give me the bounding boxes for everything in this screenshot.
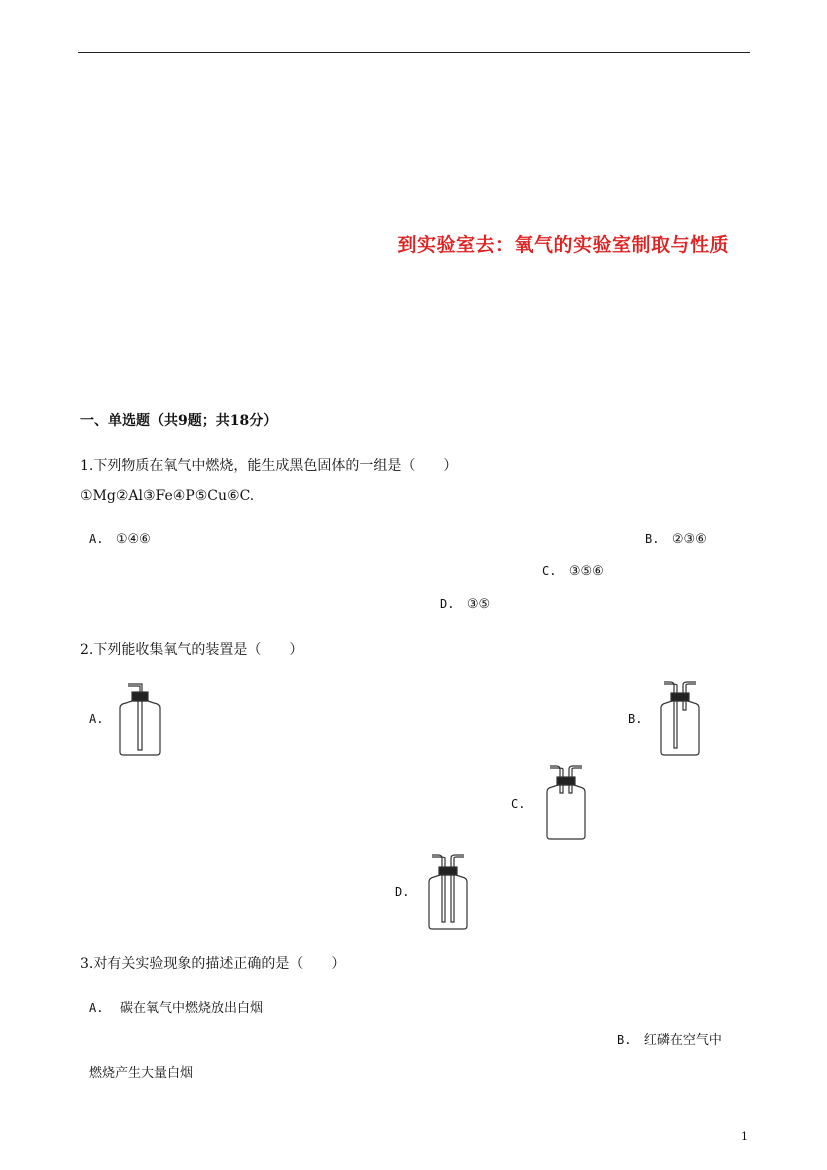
q3-option-a-text: 碳在氧气中燃烧放出白烟 bbox=[119, 1001, 263, 1016]
q2-option-d-label[interactable]: D. bbox=[395, 885, 410, 899]
gas-bottle-long-short-tube-icon[interactable] bbox=[656, 680, 704, 758]
page-title: 到实验室去：氧气的实验室制取与性质 bbox=[397, 234, 729, 256]
q3-option-b-continuation: 燃烧产生大量白烟 bbox=[89, 1066, 194, 1081]
q3-option-a[interactable] bbox=[89, 997, 263, 1016]
gas-bottle-two-long-tubes-icon[interactable] bbox=[424, 852, 472, 932]
question-3-stem: 3.对有关实验现象的描述正确的是（ ） bbox=[80, 956, 346, 972]
q3-option-a-label: A. bbox=[89, 1001, 104, 1015]
q1-option-a[interactable] bbox=[89, 532, 151, 547]
q1-option-b[interactable] bbox=[645, 532, 707, 547]
q1-option-b-text: ②③⑥ bbox=[671, 532, 707, 547]
q3-option-b-text: 红磷在空气中 bbox=[643, 1033, 722, 1048]
q1-option-d[interactable] bbox=[440, 597, 490, 612]
q1-option-c-label: C. bbox=[542, 564, 557, 578]
section-heading: 一、单选题（共9题；共18分） bbox=[80, 413, 278, 429]
q1-option-a-label: A. bbox=[89, 532, 104, 546]
q2-option-b-label[interactable]: B. bbox=[628, 712, 643, 726]
q1-option-d-text: ③⑤ bbox=[466, 597, 491, 612]
header-rule bbox=[78, 52, 750, 53]
q3-option-b[interactable] bbox=[617, 1029, 722, 1048]
question-1-stem: 1.下列物质在氧气中燃烧，能生成黑色固体的一组是（ ） bbox=[80, 458, 458, 474]
q1-option-c-text: ③⑤⑥ bbox=[568, 564, 604, 579]
q2-option-a-label[interactable]: A. bbox=[89, 712, 104, 726]
question-2-stem: 2.下列能收集氧气的装置是（ ） bbox=[80, 642, 304, 658]
page-number: 1 bbox=[741, 1130, 748, 1143]
gas-bottle-two-short-tubes-icon[interactable] bbox=[542, 764, 590, 842]
q1-option-b-label: B. bbox=[645, 532, 660, 546]
question-1-items: ①Mg②Al③Fe④P⑤Cu⑥C. bbox=[80, 488, 255, 504]
q2-option-c-label[interactable]: C. bbox=[511, 797, 526, 811]
q1-option-a-text: ①④⑥ bbox=[115, 532, 151, 547]
q1-option-c[interactable] bbox=[542, 564, 604, 579]
gas-bottle-single-long-tube-icon[interactable] bbox=[116, 682, 164, 758]
q3-option-b-label: B. bbox=[617, 1033, 632, 1047]
q1-option-d-label: D. bbox=[440, 597, 455, 611]
